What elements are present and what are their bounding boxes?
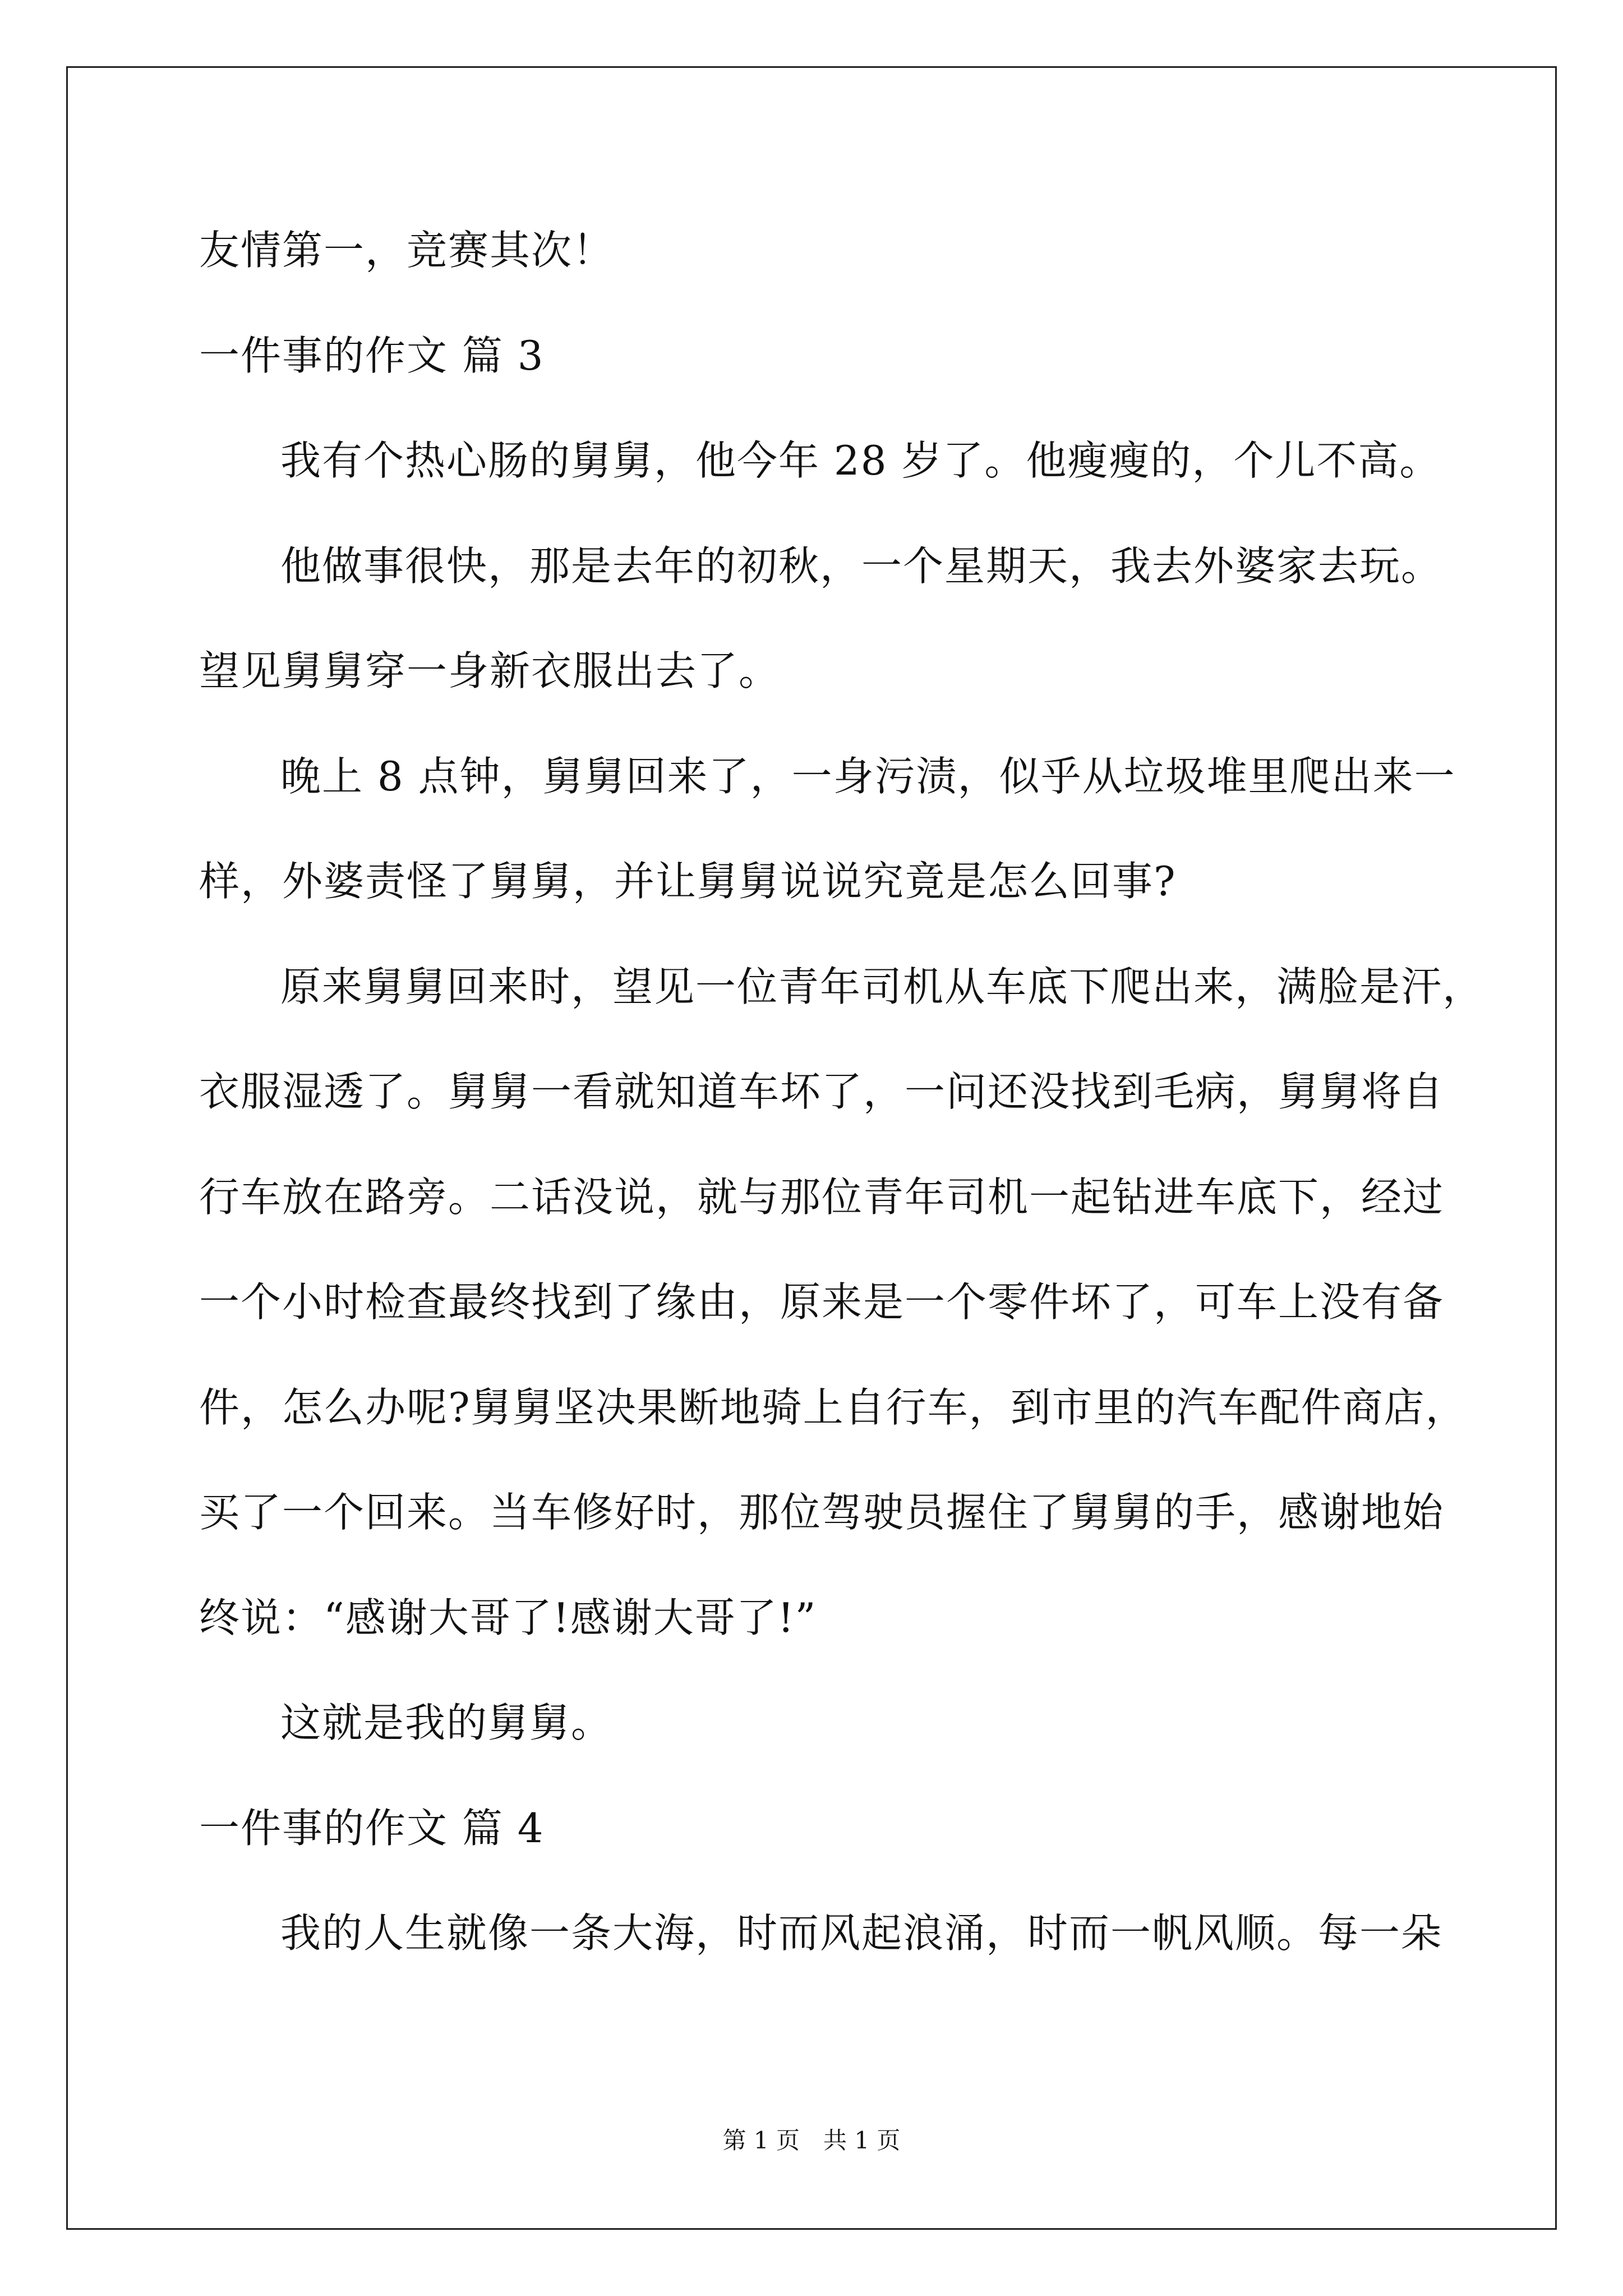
page-border	[66, 66, 1557, 2230]
section-heading: 一件事的作文 篇 3	[199, 332, 545, 379]
text-line: 终说：“感谢大哥了!感谢大哥了!”	[199, 1594, 817, 1641]
text-line: 晚上 8 点钟，舅舅回来了，一身污渍，似乎从垃圾堆里爬出来一	[280, 753, 1456, 800]
text-line: 买了一个回来。当车修好时，那位驾驶员握住了舅舅的手，感谢地始	[199, 1489, 1445, 1536]
text-line: 一个小时检查最终找到了缘由，原来是一个零件坏了，可车上没有备	[199, 1278, 1445, 1326]
text-line: 行车放在路旁。二话没说，就与那位青年司机一起钻进车底下，经过	[199, 1174, 1445, 1221]
text-line: 样，外婆责怪了舅舅，并让舅舅说说究竟是怎么回事?	[199, 858, 1177, 905]
text-line: 友情第一，竞赛其次！	[199, 227, 615, 274]
text-line: 原来舅舅回来时，望见一位青年司机从车底下爬出来，满脸是汗，	[280, 963, 1484, 1010]
page-footer: 第 1 页 共 1 页	[722, 2127, 901, 2154]
text-line: 件，怎么办呢?舅舅坚决果断地骑上自行车，到市里的汽车配件商店，	[199, 1384, 1467, 1431]
section-heading: 一件事的作文 篇 4	[199, 1805, 545, 1852]
text-line: 我的人生就像一条大海，时而风起浪涌，时而一帆风顺。每一朵	[280, 1910, 1443, 1957]
text-line: 衣服湿透了。舅舅一看就知道车坏了，一问还没找到毛病，舅舅将自	[199, 1068, 1445, 1115]
text-line: 这就是我的舅舅。	[280, 1699, 613, 1746]
text-line: 他做事很快，那是去年的初秋，一个星期天，我去外婆家去玩。	[280, 542, 1443, 590]
text-line: 望见舅舅穿一身新衣服出去了。	[199, 647, 781, 694]
text-line: 我有个热心肠的舅舅，他今年 28 岁了。他瘦瘦的，个儿不高。	[280, 437, 1441, 484]
